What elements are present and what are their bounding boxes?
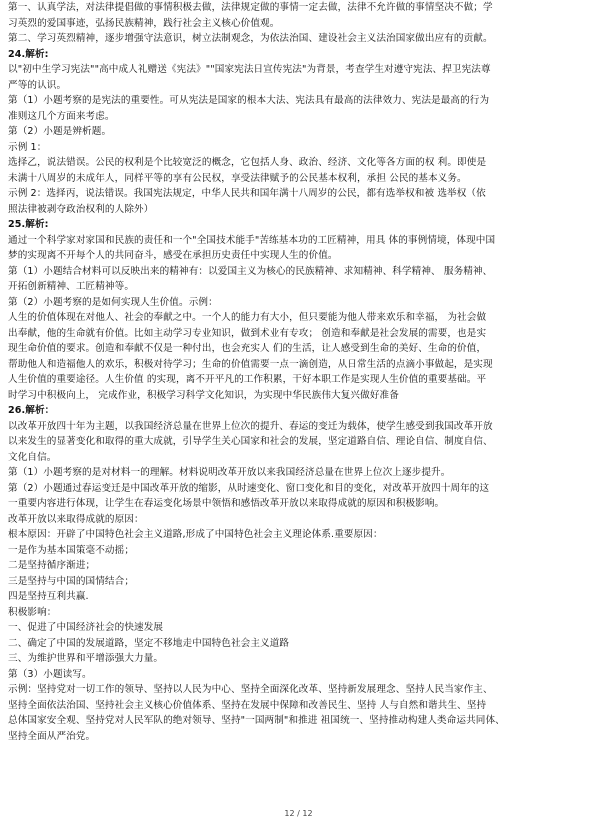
text-line: 第（1）小题考察的是宪法的重要性。可从宪法是国家的根本大法、宪法具有最高的法律效力、宪法是最高的行为 bbox=[8, 95, 490, 106]
text-line: 习英烈的爱国事迹，弘扬民族精神，践行社会主义核心价值观。 bbox=[8, 17, 280, 29]
text-line: 坚持全面从严治党。 bbox=[8, 730, 96, 742]
text-line: 二是坚持循序渐进； bbox=[8, 560, 96, 571]
text-line: 第（2）小题考察的是如何实现人生价值。示例： bbox=[8, 296, 218, 308]
text-line: 梦的实现离不开每个人的共同奋斗，感受在承担历史责任中实现人生的价值。 bbox=[8, 250, 338, 261]
text-line: 文化自信。 bbox=[8, 451, 57, 463]
text-line: 积极影响： bbox=[8, 606, 57, 618]
text-line: 时学习中积极向上， 完成作业，积极学习科学文化知识，为实现中华民族伟大复兴做好准备 bbox=[8, 389, 399, 401]
text-line: 以"初中生学习宪法""高中成人礼赠送《宪法》""国家宪法日宣传宪法"为背景，考查学生对遵守宪法、捍卫宪法尊 bbox=[8, 64, 491, 75]
text-line: 准则这几个方面来考虑。 bbox=[8, 110, 115, 122]
text-line: 示例 2：选择丙，说法错误。我国宪法规定，中华人民共和国年满十八周岁的公民，都有选举权和被 选举权（依 bbox=[8, 188, 486, 199]
text-line: 第（1）小题考察的是对材料一的理解。材料说明改革开放以来我国经济总量在世界上位次上逐步提升。 bbox=[8, 467, 451, 478]
text-line: 开拓创新精神、工匠精神等。 bbox=[8, 281, 135, 292]
text-line: 帮助他人和造福他人的欢乐，积极对待学习；生命的价值需要一点一滴创造，从日常生活的点滴小事做起，是实现 bbox=[8, 358, 493, 370]
text-line: 现生命价值的要求。创造和奉献不仅是一种付出，也会充实人 们的生活，让人感受到生命的美好、生命的价值， bbox=[8, 343, 487, 354]
text-line: 照法律被剥夺政治权利的人除外） bbox=[8, 203, 154, 215]
text-line: 四是坚持互利共赢. bbox=[8, 591, 89, 602]
text-line: 选择乙，说法错误。公民的权利是个比较宽泛的概念，它包括人身、政治、经济、文化等各方面的权 利。即使是 bbox=[8, 157, 487, 168]
question-heading: 25.解析: bbox=[8, 219, 49, 230]
document-body bbox=[8, 0, 594, 744]
text-line: 示例：坚持党对一切工作的领导、坚持以人民为中心、坚持全面深化改革、坚持新发展理念、坚持人民当家作主、 bbox=[8, 684, 493, 695]
question-heading: 26.解析： bbox=[8, 405, 55, 416]
page-number: 12 / 12 bbox=[284, 809, 313, 818]
text-line: 第（1）小题结合材料可以反映出来的精神有：以爱国主义为核心的民族精神、求知精神、科学精神、 服务精神、 bbox=[8, 265, 493, 277]
text-line: 第（3）小题读写。 bbox=[8, 668, 92, 680]
text-line: 第（2）小题通过春运变迁是中国改革开放的缩影，从时速变化、窗口变化和目的变化，对改革开放四十周年的这 bbox=[8, 482, 490, 494]
text-line: 人生价值的重要途径。人生价值 的实现，离不开平凡的工作积累，干好本职工作是实现人生价值的重要基础。平 bbox=[8, 374, 487, 385]
text-line: 以改革开放四十年为主题，以我国经济总量在世界上位次的提升、春运的变迁为载体，使学生感受到我国改革开放 bbox=[8, 420, 493, 432]
text-line: 三、为维护世界和平增添强大力量。 bbox=[8, 653, 164, 664]
text-line: 一重要内容进行体现，让学生在春运变化场景中领悟和感悟改革开放以来取得成就的原因和积极影响。 bbox=[8, 498, 445, 509]
question-heading: 24.解析: bbox=[8, 48, 49, 60]
text-line: 一、促进了中国经济社会的快速发展 bbox=[8, 622, 164, 633]
text-line: 二、确定了中国的发展道路，坚定不移地走中国特色社会主义道路 bbox=[8, 637, 290, 649]
text-line: 坚持全面依法治国、坚持社会主义核心价值体系、坚持在发展中保障和改善民生、坚持 人与自然和谐共生、坚持 bbox=[8, 699, 487, 711]
text-line: 以来发生的显著变化和取得的重大成就，引导学生关心国家和社会的发展，坚定道路自信、理论自信、制度自信、 bbox=[8, 436, 493, 447]
text-line: 根本原因：开辟了中国特色社会主义道路,形成了中国特色社会主义理论体系.重要原因： bbox=[8, 529, 383, 540]
text-line: 三是坚持与中国的国情结合； bbox=[8, 575, 135, 587]
text-line: 严等的认识。 bbox=[8, 79, 67, 91]
text-line: 出奉献，他的生命就有价值。比如主动学习专业知识，做到术业有专攻； 创造和奉献是社会发展的需要，也是实 bbox=[8, 327, 487, 339]
text-line: 人生的价值体现在对他人、社会的奉献之中。一个人的能力有大小，但只要能为他人带来欢乐和幸福， 为社会做 bbox=[8, 312, 487, 323]
text-line: 通过一个科学家对家国和民族的责任和一个"全国技术能手"苦练基本功的工匠精神，用具 体的事例情境，体现中国 bbox=[8, 234, 496, 246]
text-line: 第（2）小题是辨析题。 bbox=[8, 126, 112, 137]
text-line: 一是作为基本国策毫不动摇； bbox=[8, 544, 135, 556]
text-line: 示例 1： bbox=[8, 141, 47, 153]
text-line: 第二、学习英烈精神，逐步增强守法意识，树立法制观念，为依法治国、建设社会主义法治国家做出应有的贡献。 bbox=[8, 33, 493, 44]
text-line: 未满十八周岁的未成年人，同样平等的享有公民权，享受法律赋予的公民基本权利，承担 公民的基本义务。 bbox=[8, 172, 467, 184]
text-line: 改革开放以来取得成就的原因： bbox=[8, 513, 144, 525]
text-line: 总体国家安全观、坚持党对人民军队的绝对领导、坚持"一国两制"和推进 祖国统一、坚持推动构建人类命运共同体、 bbox=[8, 715, 505, 726]
text-line: 第一、认真学法，对法律提倡做的事情积极去做，法律规定做的事情一定去做，法律不允许做的事情坚决不做；学 bbox=[8, 2, 493, 13]
